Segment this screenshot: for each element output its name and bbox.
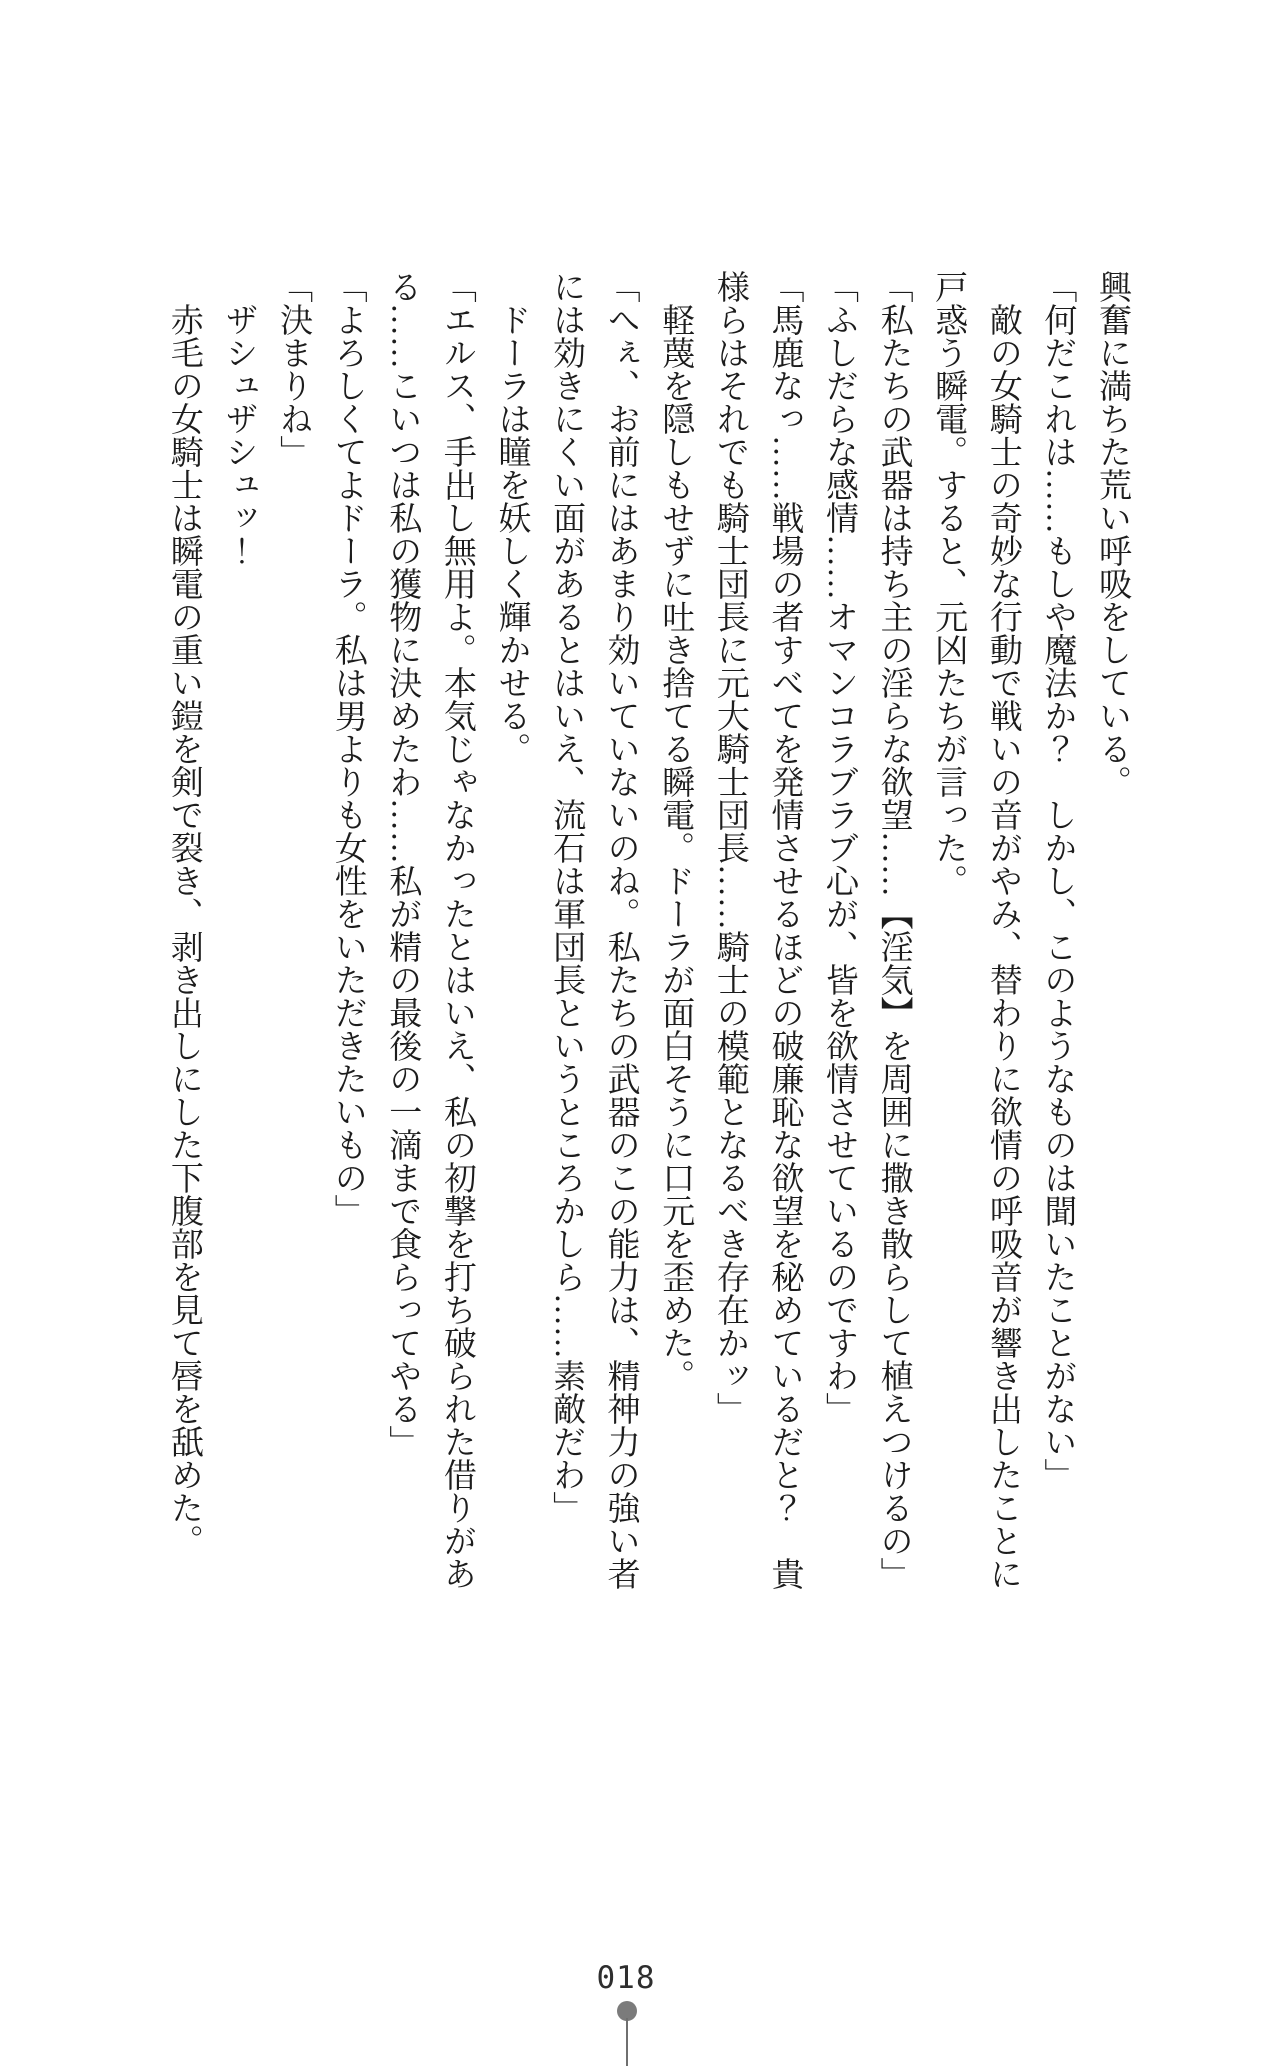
paragraph-narration: 敵の女騎士の奇妙な行動で戦いの音がやみ、替わりに欲情の呼吸音が響き出したことに戸惑う瞬電。すると、元凶たちが言った。 <box>930 270 1021 1590</box>
paragraph-dialogue: 「よろしくてよドーラ。私は男よりも女性をいただきたいもの」 <box>329 270 366 1227</box>
paragraph-dialogue: 「私たちの武器は持ち主の淫らな欲望……【淫気】を周囲に撒き散らして植えつけるの」 <box>875 270 912 1590</box>
paragraph-narration: 赤毛の女騎士は瞬電の重い鎧を剣で裂き、剥き出しにした下腹部を見て唇を舐めた。 <box>165 270 202 1557</box>
paragraph-dialogue: 「ふしだらな感情……オマンコラブラブ心が、皆を欲情させているのですわ」 <box>821 270 858 1425</box>
footer-rule-ornament <box>626 2018 628 2066</box>
paragraph-narration: 軽蔑を隠しもせずに吐き捨てる瞬電。ドーラが面白そうに口元を歪めた。 <box>657 270 694 1392</box>
paragraph-sfx: ザシュザシュッ！ <box>220 270 257 567</box>
footer-dot-ornament <box>617 2001 637 2021</box>
paragraph-dialogue: 「エルス、手出し無用よ。本気じゃなかったとはいえ、私の初撃を打ち破られた借りがある……こいつは私の獲物に決めたわ……私が精の最後の一滴まで食らってやる」 <box>384 270 475 1590</box>
page-number: 018 <box>596 1960 656 1996</box>
paragraph-dialogue: 「馬鹿なっ……戦場の者すべてを発情させるほどの破廉恥な欲望を秘めているだと？ 貴様らはそれでも騎士団長に元大騎士団長……騎士の模範となるべき存在かッ」 <box>711 270 803 1590</box>
paragraph-dialogue: 「決まりね」 <box>275 270 312 468</box>
paragraph-narration: ドーラは瞳を妖しく輝かせる。 <box>493 270 530 765</box>
paragraph-dialogue: 「何だこれは……もしや魔法か？ しかし、このようなものは聞いたことがない」 <box>1039 270 1076 1491</box>
paragraph-dialogue: 「へぇ、お前にはあまり効いていないのね。私たちの武器のこの能力は、精神力の強い者には効きにくい面があるとはいえ、流石は軍団長というところかしら……素敵だわ」 <box>548 270 639 1590</box>
vertical-text-block <box>156 270 1139 1590</box>
paragraph-narration: 興奮に満ちた荒い呼吸をしている。 <box>1094 270 1130 798</box>
